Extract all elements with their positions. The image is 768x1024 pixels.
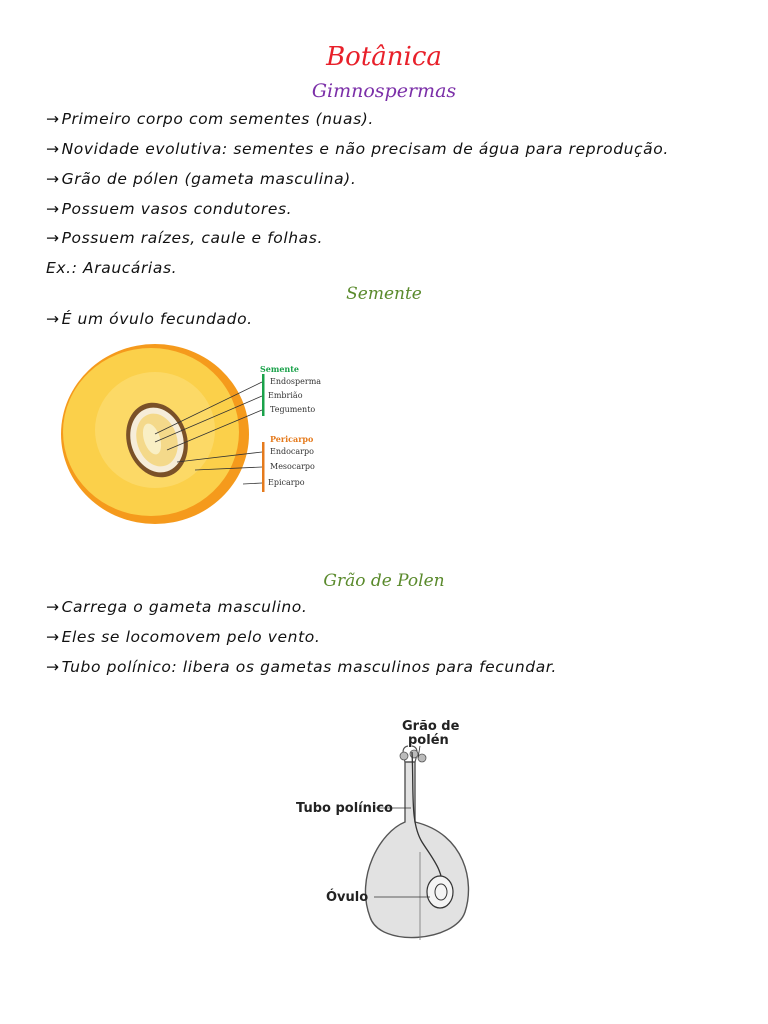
arrow-icon: → — [46, 310, 60, 328]
label-tegumento: Tegumento — [270, 405, 316, 414]
list-item: → Possuem vasos condutores. — [46, 200, 293, 218]
arrow-icon: → — [46, 170, 60, 188]
list-item: → Tubo polínico: libera os gametas masculinos para fecundar. — [46, 658, 557, 676]
label-polen: polén — [408, 733, 449, 748]
heading-grao-de-polen: Grão de Polen — [323, 571, 445, 591]
list-item: → Carrega o gameta masculino. — [46, 598, 308, 616]
arrow-icon: → — [46, 110, 60, 128]
pericarpo-bracket — [262, 442, 265, 492]
arrow-icon: → — [46, 598, 60, 616]
label-mesocarpo: Mesocarpo — [270, 462, 315, 471]
page-title: Botânica — [326, 42, 442, 72]
label-endosperma: Endosperma — [270, 377, 322, 386]
ovary-shape — [365, 762, 468, 938]
list-item: → Novidade evolutiva: sementes e não precisam de água para reprodução. — [46, 140, 669, 158]
example-line: Ex.: Araucárias. — [46, 259, 178, 277]
seed-diagram — [55, 338, 335, 530]
label-endocarpo: Endocarpo — [270, 447, 314, 456]
semente-bracket — [262, 374, 265, 416]
arrow-icon: → — [46, 229, 60, 247]
label-epicarpo: Epicarpo — [268, 478, 305, 487]
arrow-icon: → — [46, 200, 60, 218]
heading-gimnospermas: Gimnospermas — [311, 80, 457, 102]
list-item: → É um óvulo fecundado. — [46, 310, 253, 328]
label-semente: Semente — [260, 364, 300, 374]
label-tubo-polinico: Tubo polínico — [296, 801, 393, 816]
list-item: → Eles se locomovem pelo vento. — [46, 628, 321, 646]
list-item: → Possuem raízes, caule e folhas. — [46, 229, 323, 247]
label-pericarpo: Pericarpo — [270, 434, 314, 444]
arrow-icon: → — [46, 658, 60, 676]
label-embriao: Embrião — [268, 391, 303, 400]
pollen-tube-diagram — [290, 712, 490, 952]
arrow-icon: → — [46, 628, 60, 646]
list-item: → Primeiro corpo com sementes (nuas). — [46, 110, 374, 128]
arrow-icon: → — [46, 140, 60, 158]
label-ovulo: Óvulo — [326, 890, 369, 905]
label-grao-de: Grão de — [402, 719, 460, 734]
heading-semente: Semente — [346, 284, 422, 304]
list-item: → Grão de pólen (gameta masculina). — [46, 170, 357, 188]
ovule-shape — [427, 876, 453, 908]
